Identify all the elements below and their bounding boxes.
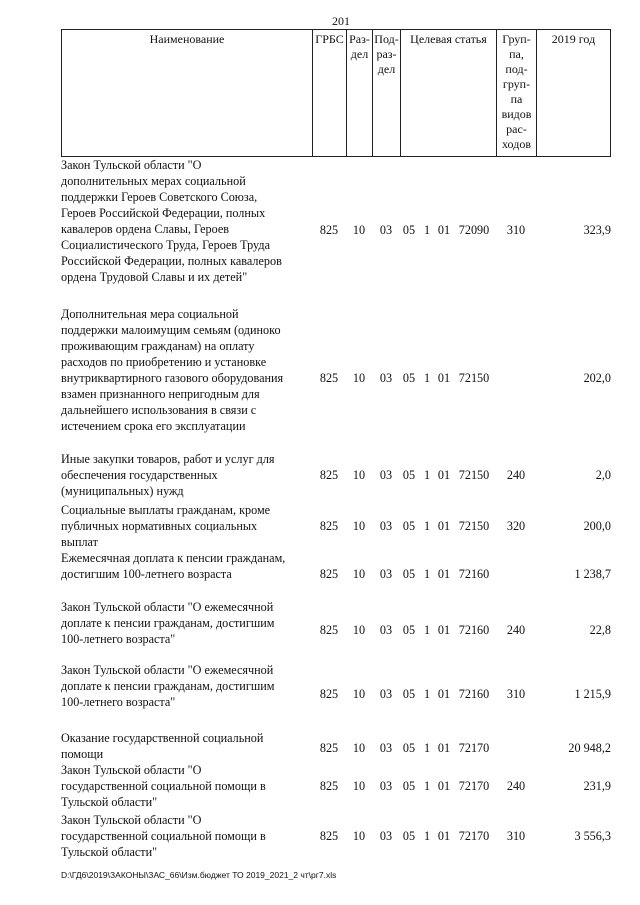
- row-article-direction: 72170: [458, 829, 490, 843]
- row-article-direction: 72170: [458, 779, 490, 793]
- row-article-program: 05: [402, 623, 416, 637]
- row-name: Закон Тульской области "О дополнительных мерах социальной поддержки Героев Советского Союза, Героев Российской Федерации, полных кавалеров ордена Славы, Героев Социалистического Труда, Героев Труда Российской Федерации, полных кавалеров ордена Трудовой Славы и их детей": [61, 158, 282, 284]
- row-article-direction: 72090: [458, 223, 490, 237]
- file-path-footer: D:\ГД6\2019\ЗАКОНЫ\ЗАС_66\Изм.бюджет ТО 2019_2021_2 чт\рг7.xls: [61, 870, 337, 880]
- row-article-event: 01: [437, 223, 451, 237]
- row-name: Ежемесячная доплата к пенсии гражданам, достигшим 100-летнего возраста: [61, 551, 286, 581]
- row-article-event: 01: [437, 623, 451, 637]
- row-article-program: 05: [402, 687, 416, 701]
- row-article-subprogram: 1: [423, 779, 431, 793]
- row-expense-group: 240: [506, 623, 526, 637]
- row-podrazdel: 03: [379, 519, 393, 533]
- row-article-program: 05: [402, 829, 416, 843]
- table-row: [61, 812, 611, 862]
- row-grbs: 825: [319, 223, 339, 237]
- row-podrazdel: 03: [379, 371, 393, 385]
- row-article-subprogram: 1: [423, 741, 431, 755]
- row-article-event: 01: [437, 741, 451, 755]
- row-article-program: 05: [402, 519, 416, 533]
- row-razdel: 10: [352, 779, 366, 793]
- table-row: [61, 599, 611, 649]
- row-article-direction: 72150: [458, 519, 490, 533]
- row-name: Дополнительная мера социальной поддержки малоимущим семьям (одиноко проживающим гражданам) на оплату расходов по приобретению и установке внутриквартирного газового оборудования взамен признанного непригодным для дальнейшего использования в связи с истечением срока его эксплуатации: [61, 307, 284, 433]
- row-grbs: 825: [319, 468, 339, 482]
- row-article-direction: 72150: [458, 371, 490, 385]
- header-podrazdel: Под- раз- дел: [373, 30, 401, 156]
- row-podrazdel: 03: [379, 623, 393, 637]
- header-target-article: Целевая статья: [401, 30, 497, 156]
- row-article-program: 05: [402, 567, 416, 581]
- row-podrazdel: 03: [379, 468, 393, 482]
- row-article-direction: 72170: [458, 741, 490, 755]
- row-article-program: 05: [402, 371, 416, 385]
- header-name: Наименование: [62, 30, 313, 156]
- row-amount: 20 948,2: [568, 741, 611, 755]
- row-amount: 231,9: [583, 779, 611, 793]
- row-grbs: 825: [319, 687, 339, 701]
- row-article-subprogram: 1: [423, 371, 431, 385]
- row-razdel: 10: [352, 468, 366, 482]
- row-razdel: 10: [352, 223, 366, 237]
- row-name: Закон Тульской области "О ежемесячной доплате к пенсии гражданам, достигшим 100-летнего возраста": [61, 600, 275, 646]
- row-amount: 1 238,7: [574, 567, 611, 581]
- row-article-program: 05: [402, 223, 416, 237]
- table-row: [61, 762, 611, 812]
- table-row: [61, 730, 611, 764]
- row-name: Закон Тульской области "О ежемесячной доплате к пенсии гражданам, достигшим 100-летнего возраста": [61, 663, 275, 709]
- row-expense-group: 320: [506, 519, 526, 533]
- row-article-subprogram: 1: [423, 567, 431, 581]
- row-amount: 200,0: [583, 519, 611, 533]
- row-name: Закон Тульской области "О государственной социальной помощи в Тульской области": [61, 813, 266, 859]
- row-name: Социальные выплаты гражданам, кроме публичных нормативных социальных выплат: [61, 503, 271, 549]
- row-grbs: 825: [319, 519, 339, 533]
- header-year: 2019 год: [551, 32, 596, 46]
- row-podrazdel: 03: [379, 741, 393, 755]
- row-article-subprogram: 1: [423, 687, 431, 701]
- row-amount: 2,0: [595, 468, 611, 482]
- row-razdel: 10: [352, 371, 366, 385]
- row-article-program: 05: [402, 741, 416, 755]
- row-article-direction: 72160: [458, 623, 490, 637]
- page-number: 201: [332, 14, 350, 28]
- header-expense-group: Груп- па, под- груп- па видов рас- ходов: [497, 30, 537, 156]
- table-row: [61, 451, 611, 501]
- row-article-subprogram: 1: [423, 468, 431, 482]
- row-amount: 202,0: [583, 371, 611, 385]
- row-article-direction: 72160: [458, 687, 490, 701]
- header-razdel: Раз- дел: [347, 30, 373, 156]
- row-grbs: 825: [319, 741, 339, 755]
- row-podrazdel: 03: [379, 779, 393, 793]
- row-amount: 3 556,3: [574, 829, 611, 843]
- row-article-event: 01: [437, 687, 451, 701]
- row-article-event: 01: [437, 519, 451, 533]
- row-article-subprogram: 1: [423, 829, 431, 843]
- row-expense-group: 240: [506, 779, 526, 793]
- row-razdel: 10: [352, 687, 366, 701]
- row-expense-group: 310: [506, 223, 526, 237]
- row-expense-group: 240: [506, 468, 526, 482]
- row-razdel: 10: [352, 623, 366, 637]
- row-expense-group: 310: [506, 829, 526, 843]
- row-podrazdel: 03: [379, 687, 393, 701]
- row-article-event: 01: [437, 371, 451, 385]
- table-row: [61, 662, 611, 712]
- row-podrazdel: 03: [379, 223, 393, 237]
- row-razdel: 10: [352, 567, 366, 581]
- row-article-event: 01: [437, 567, 451, 581]
- table-row: [61, 306, 611, 436]
- header-grbs: ГРБС: [313, 30, 347, 156]
- row-name: Иные закупки товаров, работ и услуг для обеспечения государственных (муниципальных) нужд: [61, 452, 275, 498]
- row-razdel: 10: [352, 519, 366, 533]
- row-article-subprogram: 1: [423, 519, 431, 533]
- row-name: Закон Тульской области "О государственной социальной помощи в Тульской области": [61, 763, 266, 809]
- row-expense-group: 310: [506, 687, 526, 701]
- row-razdel: 10: [352, 741, 366, 755]
- table-row: [61, 157, 611, 287]
- row-grbs: 825: [319, 623, 339, 637]
- row-article-direction: 72150: [458, 468, 490, 482]
- row-amount: 323,9: [583, 223, 611, 237]
- row-grbs: 825: [319, 779, 339, 793]
- row-article-direction: 72160: [458, 567, 490, 581]
- row-grbs: 825: [319, 829, 339, 843]
- row-amount: 22,8: [589, 623, 611, 637]
- row-amount: 1 215,9: [574, 687, 611, 701]
- row-article-event: 01: [437, 779, 451, 793]
- table-row: [61, 502, 611, 552]
- row-grbs: 825: [319, 567, 339, 581]
- table-row: [61, 550, 611, 584]
- row-grbs: 825: [319, 371, 339, 385]
- row-podrazdel: 03: [379, 829, 393, 843]
- row-article-subprogram: 1: [423, 623, 431, 637]
- row-name: Оказание государственной социальной помощи: [61, 731, 264, 761]
- table-header: [61, 29, 611, 157]
- row-article-program: 05: [402, 468, 416, 482]
- row-article-program: 05: [402, 779, 416, 793]
- row-article-event: 01: [437, 468, 451, 482]
- row-article-subprogram: 1: [423, 223, 431, 237]
- row-podrazdel: 03: [379, 567, 393, 581]
- row-razdel: 10: [352, 829, 366, 843]
- row-article-event: 01: [437, 829, 451, 843]
